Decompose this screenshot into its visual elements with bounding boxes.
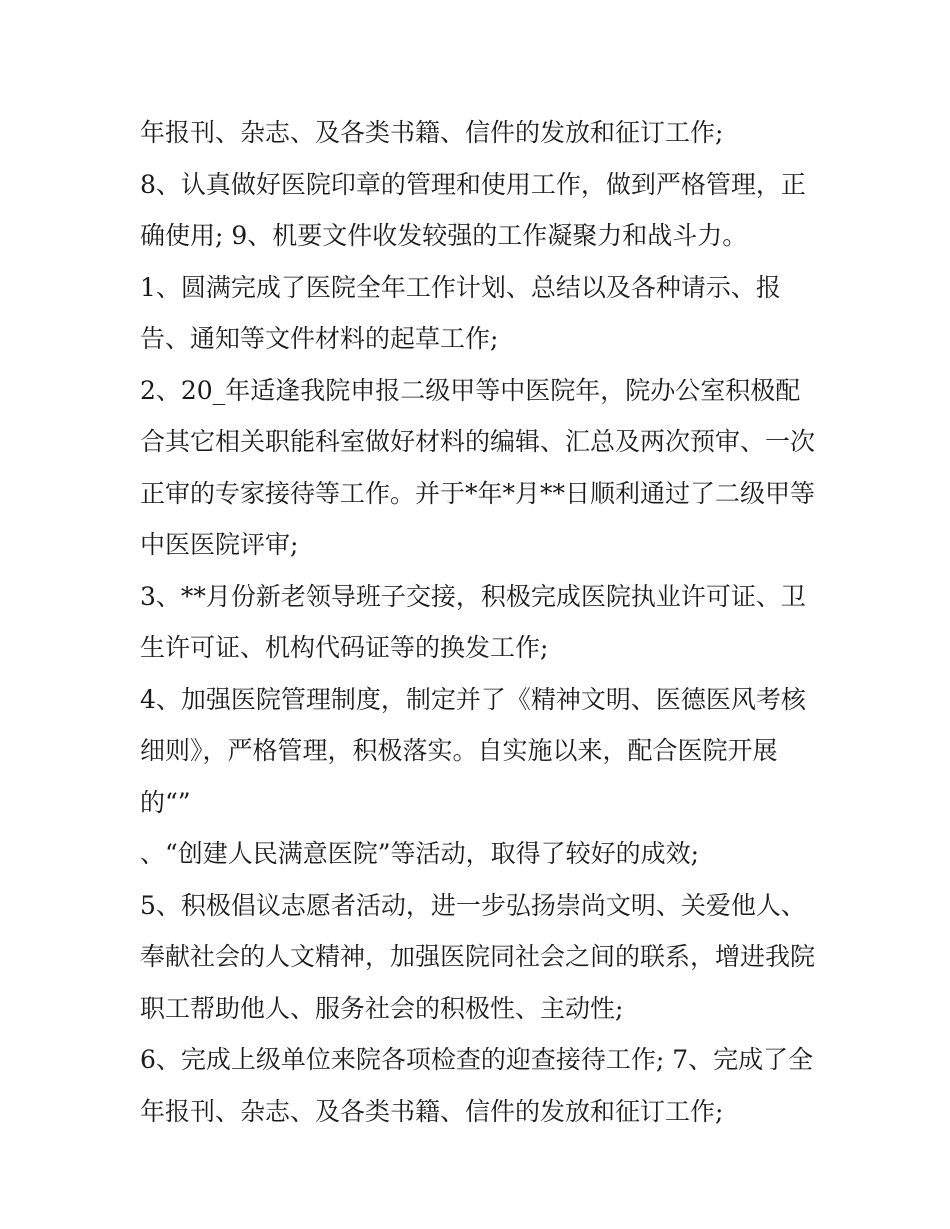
text-line: 8、认真做好医院印章的管理和使用工作，做到严格管理，正 — [140, 169, 806, 199]
text-line: 4、加强医院管理制度，制定并了《精神文明、医德医风考核 — [140, 684, 806, 714]
text-line: 、“创建人民满意医院”等活动，取得了较好的成效; — [140, 839, 699, 868]
text-line: 年报刊、杂志、及各类书籍、信件的发放和征订工作; — [140, 1096, 724, 1126]
text-line: 2、20_年适逢我院申报二级甲等中医院年，院办公室积极配 — [140, 375, 801, 405]
text-line: 的“” — [140, 787, 191, 817]
text-line: 合其它相关职能科室做好材料的编辑、汇总及两次预审、一次 — [140, 427, 816, 456]
text-line: 1、圆满完成了医院全年工作计划、总结以及各种请示、报 — [140, 272, 781, 302]
text-line: 奉献社会的人文精神，加强医院同社会之间的联系，增进我院 — [140, 942, 816, 971]
text-line: 中医医院评审; — [140, 530, 299, 559]
text-line: 6、完成上级单位来院各项检查的迎查接待工作; 7、完成了全 — [140, 1045, 814, 1074]
document-body — [140, 107, 830, 1137]
text-line: 3、**月份新老领导班子交接，积极完成医院执业许可证、卫 — [140, 581, 806, 611]
text-line: 职工帮助他人、服务社会的积极性、主动性; — [140, 993, 624, 1023]
text-line: 正审的专家接待等工作。并于*年*月**日顺利通过了二级甲等 — [140, 478, 816, 508]
text-line: 确使用; 9、机要文件收发较强的工作凝聚力和战斗力。 — [140, 221, 748, 250]
text-line: 5、积极倡议志愿者活动，进一步弘扬崇尚文明、关爱他人、 — [140, 890, 806, 920]
text-line: 生许可证、机构代码证等的换发工作; — [140, 633, 549, 662]
text-line: 年报刊、杂志、及各类书籍、信件的发放和征订工作; — [140, 118, 724, 147]
text-line: 细则》，严格管理，积极落实。自实施以来，配合医院开展 — [140, 736, 778, 765]
text-line: 告、通知等文件材料的起草工作; — [140, 324, 499, 353]
